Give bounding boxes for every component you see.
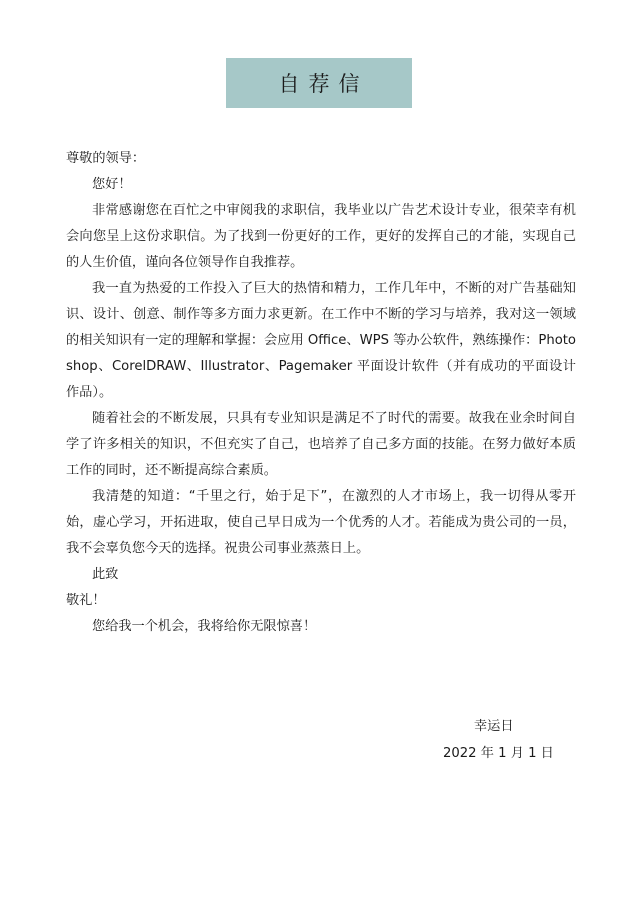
signature: 幸运日 bbox=[474, 719, 514, 734]
paragraph-4: 我清楚的知道：“千里之行，始于足下”，在激烈的人才市场上，我一切得从零开始，虚心学习，开拓进取，使自己早日成为一个优秀的人才。若能成为贵公司的一员，我不会辜负您今天的选择。祝贵公司事业蒸蒸日上。 bbox=[66, 489, 576, 556]
letter-body bbox=[66, 146, 576, 640]
paragraph-2: 我一直为热爱的工作投入了巨大的热情和精力，工作几年中，不断的对广告基础知识、设计、创意、制作等多方面力求更新。在工作中不断的学习与培养，我对这一领域的相关知识有一定的理解和掌握：会应用 Office、WPS 等办公软件，熟练操作：Photoshop、CorelDRAW、Illustrator、Pagemaker 平面设计软件（并有成功的平面设计作品）。 bbox=[66, 281, 576, 400]
final-line: 您给我一个机会，我将给你无限惊喜！ bbox=[92, 619, 317, 634]
regards: 敬礼！ bbox=[66, 593, 106, 608]
paragraph-1: 非常感谢您在百忙之中审阅我的求职信，我毕业以广告艺术设计专业，很荣幸有机会向您呈上这份求职信。为了找到一份更好的工作，更好的发挥自己的才能，实现自己的人生价值，谨向各位领导作自我推荐。 bbox=[66, 203, 576, 270]
greeting: 您好！ bbox=[92, 177, 132, 192]
document-title: 自荐信 bbox=[278, 72, 369, 96]
title-banner bbox=[226, 58, 412, 108]
paragraph-3: 随着社会的不断发展，只具有专业知识是满足不了时代的需要。故我在业余时间自学了许多相关的知识，不但充实了自己，也培养了自己多方面的技能。在努力做好本质工作的同时，还不断提高综合素质。 bbox=[66, 411, 576, 478]
closing: 此致 bbox=[92, 567, 119, 582]
salutation: 尊敬的领导： bbox=[66, 151, 146, 166]
signature-date: 2022 年 1 月 1 日 bbox=[443, 746, 554, 761]
